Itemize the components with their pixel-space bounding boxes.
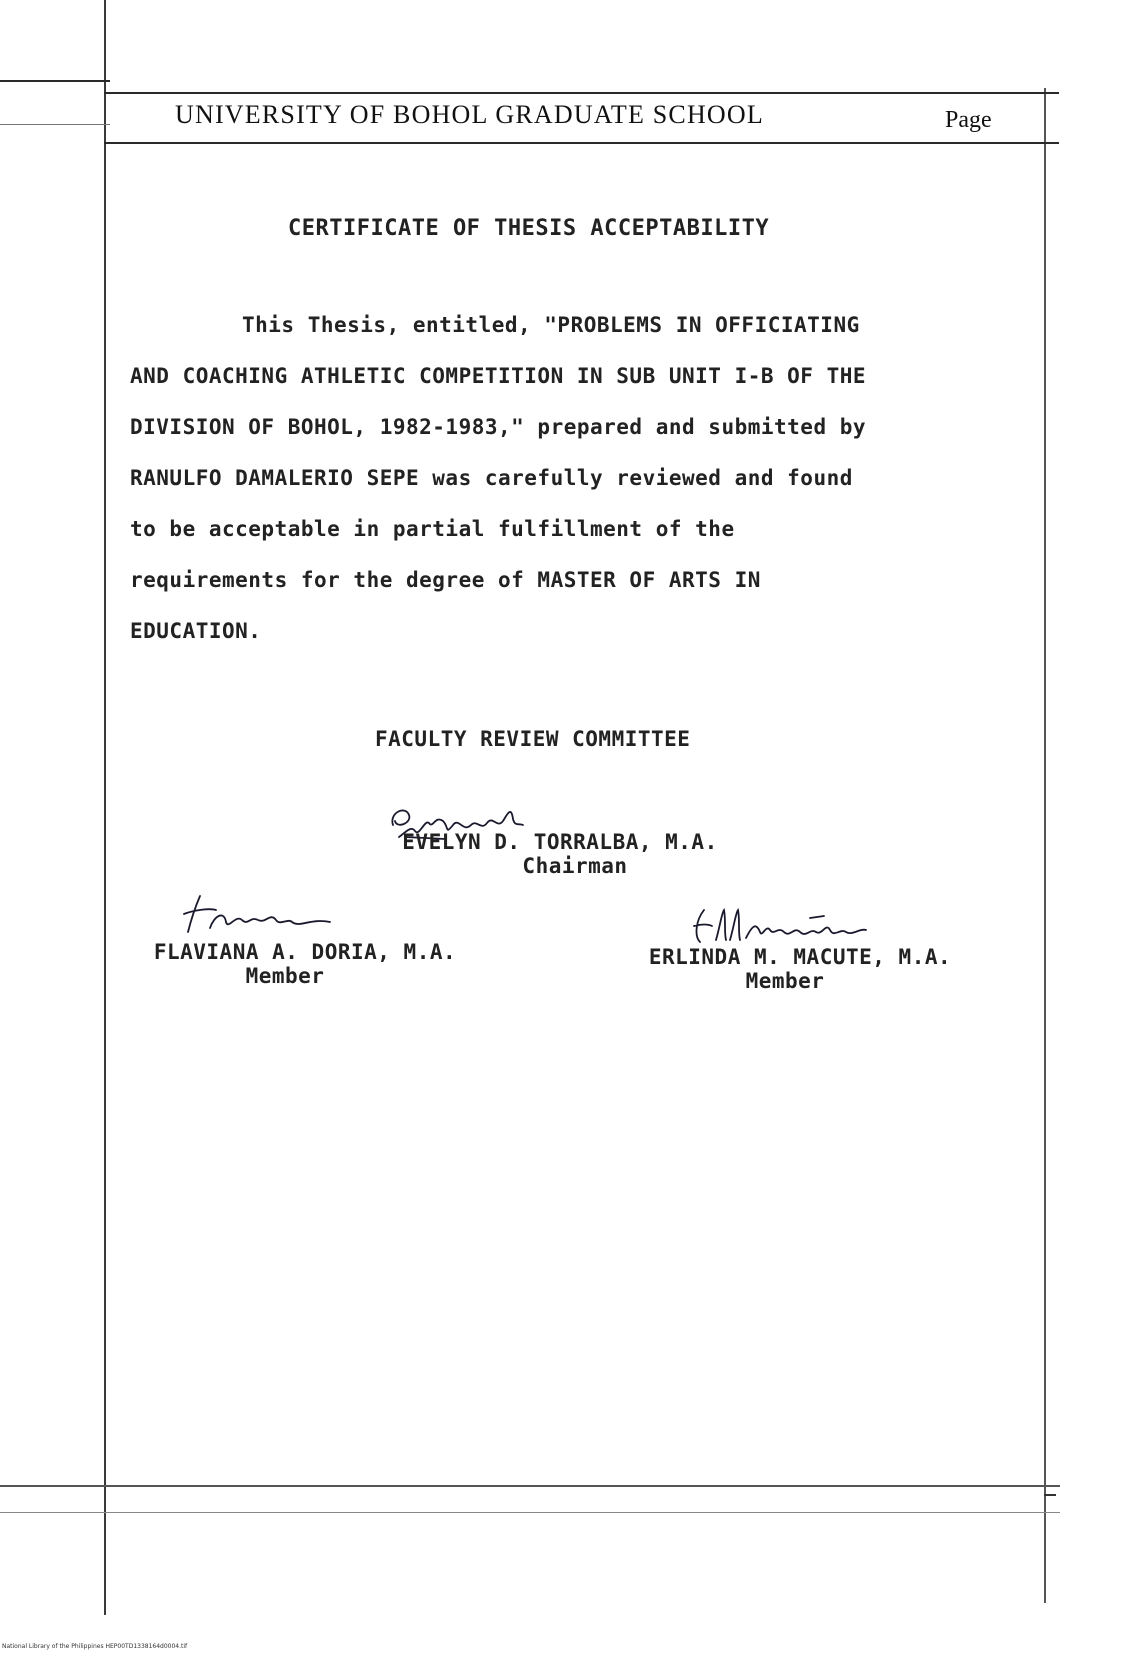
member-left-name: FLAVIANA A. DORIA, M.A.	[153, 940, 457, 964]
member-left-signature	[180, 888, 350, 943]
body-line: to be acceptable in partial fulfillment of the	[130, 517, 735, 541]
bottom-rule-secondary	[0, 1512, 1060, 1513]
top-left-rule-secondary	[0, 124, 110, 125]
committee-title: FACULTY REVIEW COMMITTEE	[375, 727, 691, 751]
chairman-signature-block	[360, 830, 760, 878]
body-line: DIVISION OF BOHOL, 1982-1983," prepared and submitted by	[130, 415, 867, 439]
header-top-rule	[104, 92, 1059, 94]
chairman-name: EVELYN D. TORRALBA, M.A.	[402, 830, 718, 854]
body-line: This Thesis, entitled, "PROBLEMS IN OFFICIATING	[242, 313, 860, 337]
certificate-body	[130, 300, 1040, 657]
member-right-name: ERLINDA M. MACUTE, M.A.	[648, 945, 952, 969]
left-margin-rule	[104, 0, 106, 1615]
right-margin-rule	[1044, 88, 1046, 1603]
scan-footer-note: National Library of the Philippines HEP00TD1338164d0004.tif	[2, 1643, 188, 1650]
chairman-role: Chairman	[522, 854, 628, 878]
top-left-rule	[0, 80, 110, 82]
university-header: UNIVERSITY OF BOHOL GRADUATE SCHOOL	[175, 100, 764, 129]
page-label: Page	[945, 107, 992, 133]
body-line: AND COACHING ATHLETIC COMPETITION IN SUB UNIT I-B OF THE	[130, 364, 867, 388]
body-line: EDUCATION.	[130, 619, 262, 643]
body-line: RANULFO DAMALERIO SEPE was carefully reviewed and found	[130, 466, 853, 490]
member-right-role: Member	[745, 969, 825, 993]
member-left-signature-block	[120, 940, 490, 988]
member-left-role: Member	[245, 964, 325, 988]
bottom-rule	[0, 1485, 1060, 1487]
body-line: requirements for the degree of MASTER OF ARTS IN	[130, 568, 761, 592]
certificate-title: CERTIFICATE OF THESIS ACCEPTABILITY	[288, 216, 770, 241]
member-right-signature-block	[605, 945, 995, 993]
right-tick-mark	[1044, 1494, 1056, 1496]
header-bottom-rule	[104, 142, 1059, 144]
